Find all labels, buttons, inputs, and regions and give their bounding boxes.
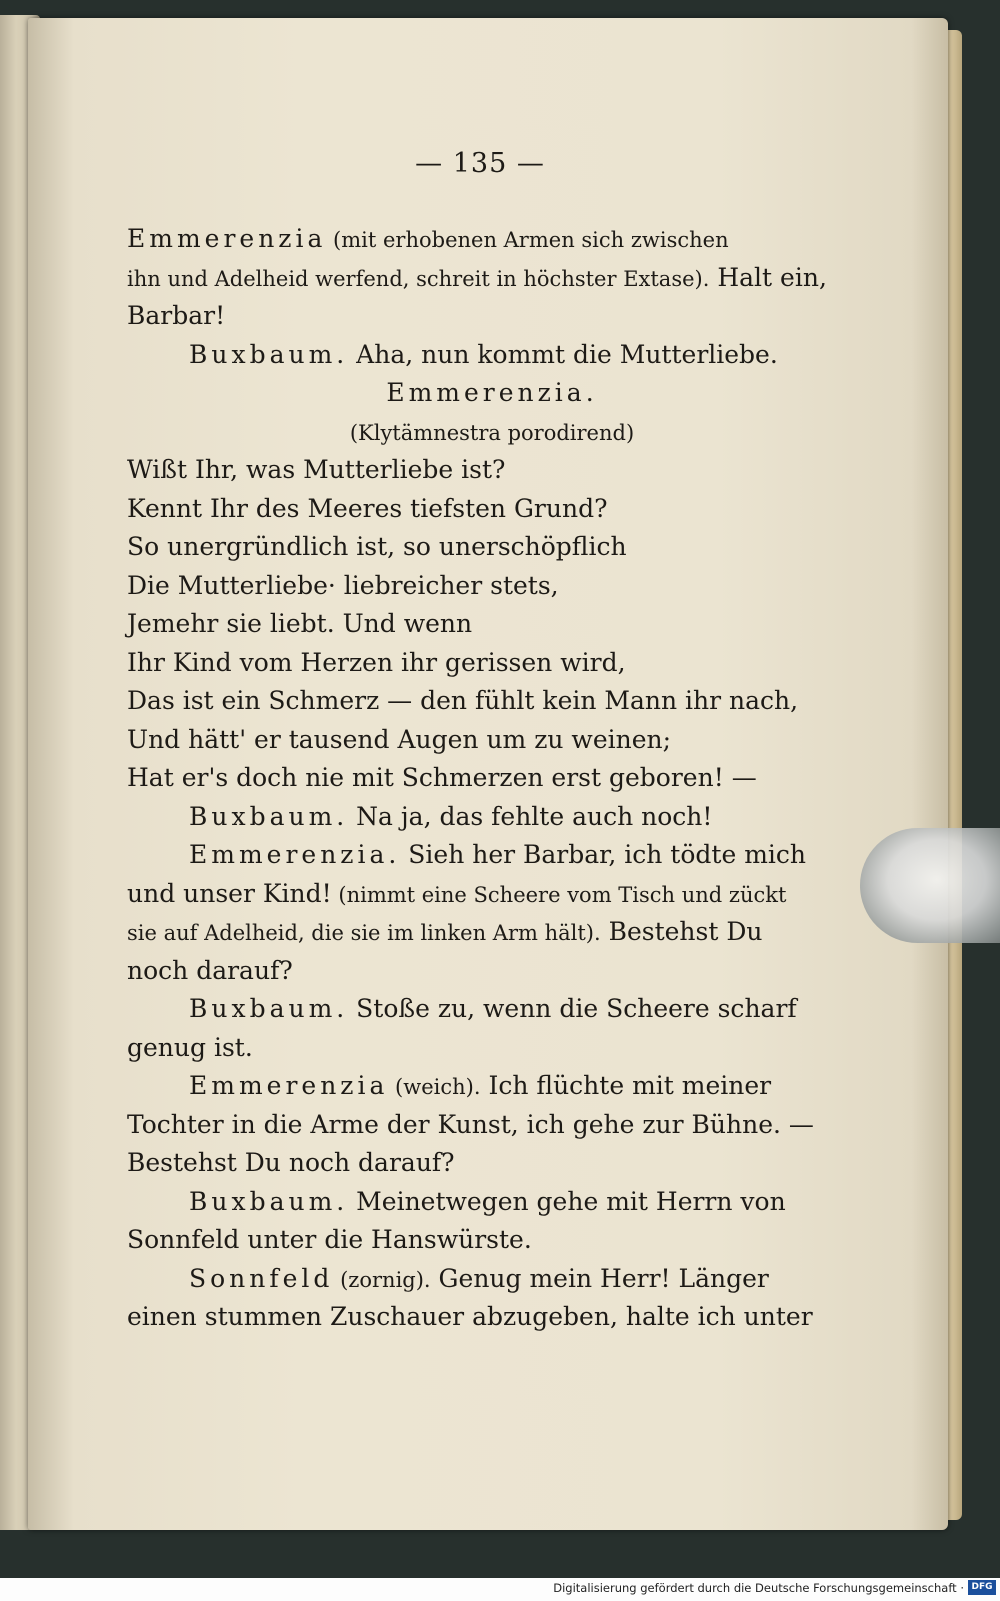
text-line xyxy=(127,952,817,991)
text-line xyxy=(127,721,817,760)
text-line xyxy=(127,1144,817,1183)
page-text-body xyxy=(127,220,827,1337)
line-text: Ihr Kind vom Herzen ihr gerissen wird, xyxy=(127,647,626,677)
text-line xyxy=(127,259,827,298)
text-line xyxy=(127,490,817,529)
text-line xyxy=(127,1298,817,1337)
line-text: Das ist ein Schmerz — den fühlt kein Mann ihr nach, xyxy=(127,686,799,715)
text-line xyxy=(127,374,817,413)
text-line xyxy=(127,798,817,837)
page-number: — 135 — xyxy=(415,148,545,179)
funding-credit: Digitalisierung gefördert durch die Deutsche Forschungsgemeinschaft · xyxy=(553,1581,964,1595)
stage-direction: (weich). xyxy=(388,1075,481,1099)
text-line xyxy=(127,913,817,952)
dfg-logo-icon: DFG xyxy=(968,1580,996,1595)
speaker-name: Buxbaum. xyxy=(189,994,349,1023)
stage-direction: (nimmt eine Scheere vom Tisch und zückt xyxy=(331,882,787,907)
line-text: einen stummen Zuschauer abzugeben, halte ich unter xyxy=(127,1302,813,1331)
text-line xyxy=(127,1067,817,1106)
text-line xyxy=(127,682,817,721)
text-line xyxy=(127,451,817,490)
line-text: Bestehst Du xyxy=(600,917,763,946)
text-line xyxy=(127,297,817,336)
text-line xyxy=(127,528,817,567)
text-line xyxy=(127,836,817,875)
stage-direction: (mit erhobenen Armen sich zwischen xyxy=(326,228,729,252)
page-clip-holder xyxy=(860,828,1000,943)
text-line xyxy=(127,567,817,606)
text-line xyxy=(127,1029,817,1068)
speaker-name: Sonnfeld xyxy=(189,1263,334,1293)
line-text: Sieh her Barbar, ich tödte mich xyxy=(400,840,807,869)
speaker-name: Buxbaum. xyxy=(189,1186,349,1216)
line-text: Stoße zu, wenn die Scheere scharf xyxy=(348,994,797,1023)
line-text: noch darauf? xyxy=(127,955,293,985)
text-line xyxy=(127,605,817,644)
line-text: Jemehr sie liebt. Und wenn xyxy=(127,609,473,638)
stage-direction: (zornig). xyxy=(333,1267,431,1292)
line-text: So unergründlich ist, so unerschöpflich xyxy=(127,532,627,561)
stage-direction: (Klytämnestra porodirend) xyxy=(349,420,635,445)
speaker-name: Emmerenzia xyxy=(189,1071,389,1100)
line-text: Meinetwegen gehe mit Herrn von xyxy=(348,1186,786,1216)
line-text: Kennt Ihr des Meeres tiefsten Grund? xyxy=(127,493,608,523)
text-line xyxy=(127,875,817,914)
stage-direction: ihn und Adelheid werfend, schreit in höchster Extase). xyxy=(127,266,710,291)
text-line xyxy=(127,1183,817,1222)
line-text: Aha, nun kommt die Mutterliebe. xyxy=(348,339,778,369)
line-text: Hat er's doch nie mit Schmerzen erst geboren! — xyxy=(127,763,757,792)
line-text: Genug mein Herr! Länger xyxy=(430,1263,769,1293)
speaker-name: Buxbaum. xyxy=(189,339,349,369)
speaker-name: Emmerenzia. xyxy=(189,840,401,869)
line-text: Die Mutterliebe· liebreicher stets, xyxy=(127,570,559,600)
text-line xyxy=(127,1221,817,1260)
text-line xyxy=(127,990,817,1029)
line-text: und unser Kind! xyxy=(127,878,332,908)
text-line xyxy=(127,644,817,683)
text-line xyxy=(127,220,817,259)
stage-direction: sie auf Adelheid, die sie im linken Arm hält). xyxy=(127,921,601,945)
line-text: Wißt Ihr, was Mutterliebe ist? xyxy=(127,455,506,484)
text-line xyxy=(127,336,817,375)
text-line xyxy=(127,1106,817,1145)
line-text: Barbar! xyxy=(127,301,226,330)
line-text: Bestehst Du noch darauf? xyxy=(127,1148,455,1177)
text-line xyxy=(127,1260,817,1299)
line-text: Na ja, das fehlte auch noch! xyxy=(348,801,713,831)
line-text: Und hätt' er tausend Augen um zu weinen; xyxy=(127,724,672,754)
line-text: Halt ein, xyxy=(709,262,827,292)
speaker-name: Buxbaum. xyxy=(189,801,349,831)
line-text: Sonnfeld unter die Hanswürste. xyxy=(127,1225,532,1254)
text-line xyxy=(127,759,817,798)
line-text: Ich flüchte mit meiner xyxy=(480,1071,772,1100)
speaker-name: Emmerenzia. xyxy=(386,378,598,407)
line-text: Tochter in die Arme der Kunst, ich gehe zur Bühne. — xyxy=(127,1109,814,1139)
speaker-name: Emmerenzia xyxy=(127,224,327,253)
text-line xyxy=(127,413,817,452)
line-text: genug ist. xyxy=(127,1032,253,1062)
